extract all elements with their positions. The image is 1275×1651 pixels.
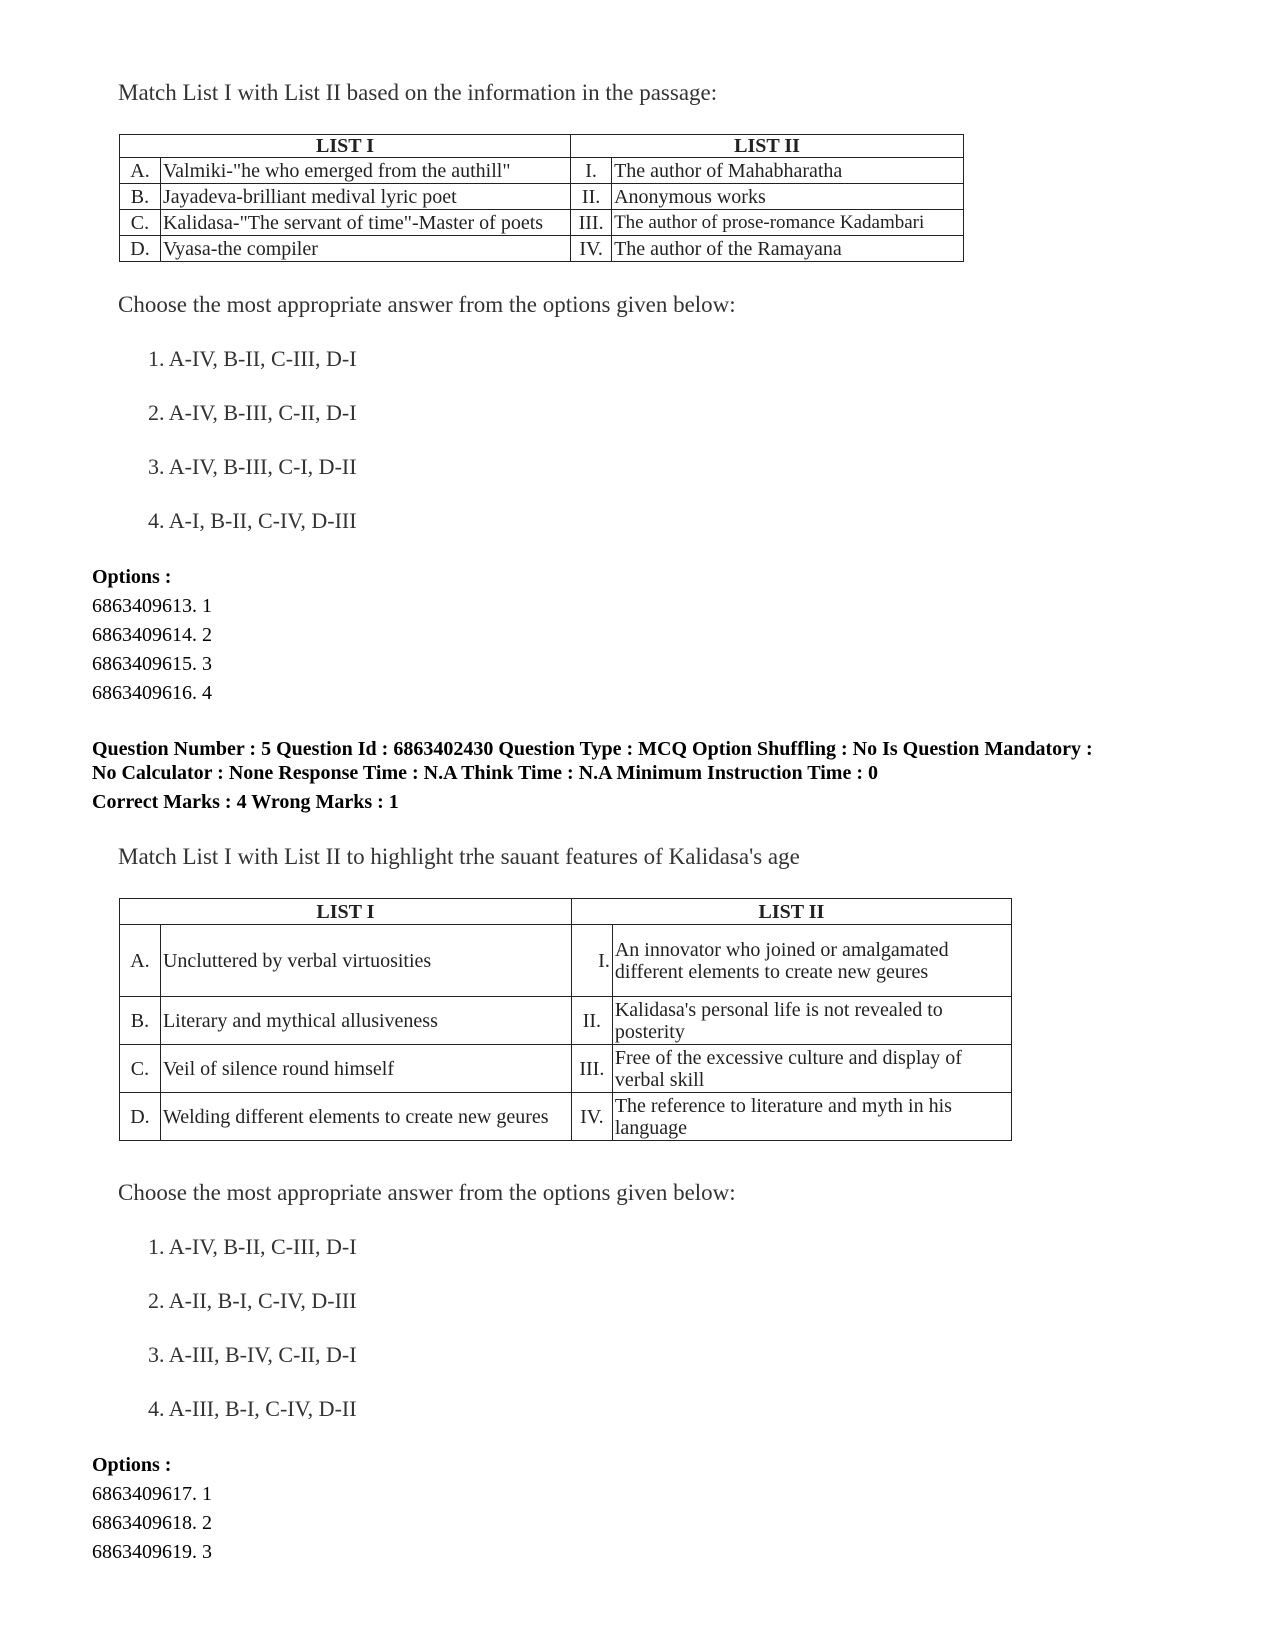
table-header-row — [120, 135, 964, 158]
list-2-item: An innovator who joined or amalgamated different elements to create new geures — [612, 925, 1011, 997]
row-label: IV. — [571, 1093, 612, 1141]
q5-choice-1: 1. A-IV, B-II, C-III, D-I — [148, 1234, 357, 1259]
q4-option-1: 6863409613. 1 — [92, 595, 212, 617]
q4-choice-4: 4. A-I, B-II, C-IV, D-III — [148, 508, 357, 533]
row-label: IV. — [571, 236, 612, 262]
list-1-header: LIST I — [120, 899, 572, 925]
table-row — [120, 1045, 1012, 1093]
row-label: A. — [120, 158, 161, 184]
list-1-item: Jayadeva-brilliant medival lyric poet — [160, 184, 570, 210]
q5-choice-2: 2. A-II, B-I, C-IV, D-III — [148, 1288, 357, 1313]
table-row — [120, 236, 964, 262]
q5-option-3: 6863409619. 3 — [92, 1541, 212, 1563]
q5-option-1: 6863409617. 1 — [92, 1483, 212, 1505]
row-label: B. — [120, 997, 161, 1045]
list-2-item: Free of the excessive culture and display of verbal skill — [612, 1045, 1011, 1093]
list-2-item: Kalidasa's personal life is not revealed to posterity — [612, 997, 1011, 1045]
list-2-item: The author of prose-romance Kadambari — [612, 210, 964, 236]
q4-choose-text: Choose the most appropriate answer from the options given below: — [118, 292, 736, 317]
row-label: II. — [571, 997, 612, 1045]
table-row — [120, 158, 964, 184]
q5-option-2: 6863409618. 2 — [92, 1512, 212, 1534]
list-1-item: Welding different elements to create new geures — [160, 1093, 571, 1141]
table-row — [120, 184, 964, 210]
q4-option-3: 6863409615. 3 — [92, 653, 212, 675]
list-2-header: LIST II — [571, 899, 1011, 925]
list-1-item: Uncluttered by verbal virtuosities — [160, 925, 571, 997]
table-row — [120, 997, 1012, 1045]
list-2-item: Anonymous works — [612, 184, 964, 210]
q5-prompt: Match List I with List II to highlight trhe sauant features of Kalidasa's age — [118, 844, 800, 869]
q5-meta-line-1: Question Number : 5 Question Id : 6863402430 Question Type : MCQ Option Shuffling : No Is Question Mandatory : — [92, 738, 1093, 760]
q4-option-2: 6863409614. 2 — [92, 624, 212, 646]
row-label: A. — [120, 925, 161, 997]
list-2-item: The author of the Ramayana — [612, 236, 964, 262]
list-1-header: LIST I — [120, 135, 571, 158]
row-label: I. — [571, 158, 612, 184]
q4-prompt: Match List I with List II based on the information in the passage: — [118, 80, 718, 105]
row-label: I. — [571, 925, 612, 997]
row-label: III. — [571, 210, 612, 236]
row-label: D. — [120, 236, 161, 262]
list-2-item: The reference to literature and myth in his language — [612, 1093, 1011, 1141]
q5-options-label: Options : — [92, 1454, 172, 1476]
row-label: III. — [571, 1045, 612, 1093]
table-row — [120, 210, 964, 236]
row-label: II. — [571, 184, 612, 210]
q4-options-label: Options : — [92, 566, 172, 588]
row-label: C. — [120, 1045, 161, 1093]
q5-match-table — [119, 898, 1012, 1141]
row-label: D. — [120, 1093, 161, 1141]
q5-choose-text: Choose the most appropriate answer from the options given below: — [118, 1180, 736, 1205]
q4-option-4: 6863409616. 4 — [92, 682, 212, 704]
table-row — [120, 1093, 1012, 1141]
q5-choice-3: 3. A-III, B-IV, C-II, D-I — [148, 1342, 357, 1367]
row-label: B. — [120, 184, 161, 210]
list-2-item: The author of Mahabharatha — [612, 158, 964, 184]
list-1-item: Vyasa-the compiler — [160, 236, 570, 262]
q4-match-table — [119, 134, 964, 262]
list-1-item: Literary and mythical allusiveness — [160, 997, 571, 1045]
q5-marks: Correct Marks : 4 Wrong Marks : 1 — [92, 791, 399, 813]
list-1-item: Veil of silence round himself — [160, 1045, 571, 1093]
q4-choice-3: 3. A-IV, B-III, C-I, D-II — [148, 454, 357, 479]
table-row — [120, 925, 1012, 997]
q5-meta-line-2: No Calculator : None Response Time : N.A Think Time : N.A Minimum Instruction Time : 0 — [92, 762, 878, 784]
q4-choice-1: 1. A-IV, B-II, C-III, D-I — [148, 346, 357, 371]
list-1-item: Valmiki-"he who emerged from the authill" — [160, 158, 570, 184]
table-header-row — [120, 899, 1012, 925]
q4-choice-2: 2. A-IV, B-III, C-II, D-I — [148, 400, 357, 425]
list-1-item: Kalidasa-"The servant of time"-Master of poets — [160, 210, 570, 236]
q5-choice-4: 4. A-III, B-I, C-IV, D-II — [148, 1396, 357, 1421]
list-2-header: LIST II — [571, 135, 964, 158]
row-label: C. — [120, 210, 161, 236]
